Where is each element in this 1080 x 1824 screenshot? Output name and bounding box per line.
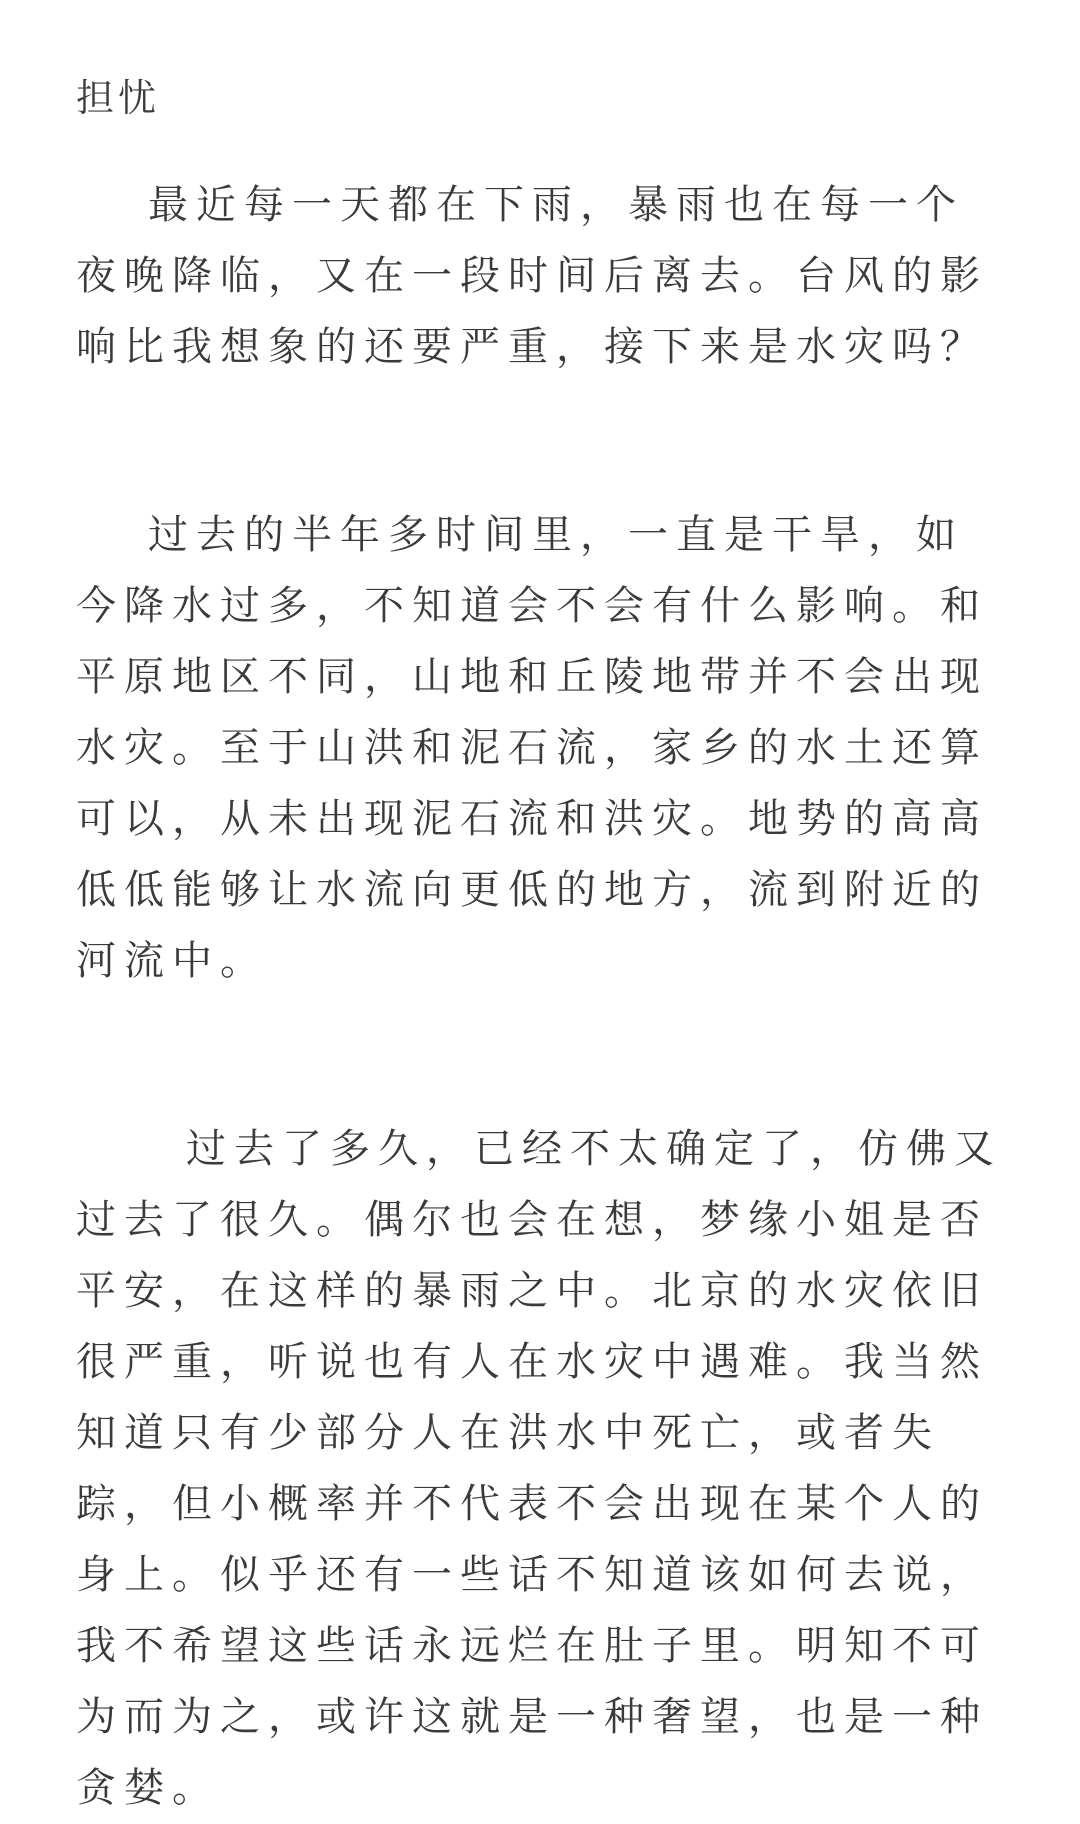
paragraph-3: 过去了多久，已经不太确定了，仿佛又过去了很久。偶尔也会在想，梦缘小姐是否平安，在这样的暴雨之中。北京的水灾依旧很严重，听说也有人在水灾中遇难。我当然知道只有少部分人在洪水中死亡，或者失踪，但小概率并不代表不会出现在某个人的身上。似乎还有一些话不知道该如何去说，我不希望这些话永远烂在肚子里。明知不可为而为之，或许这就是一种奢望，也是一种贪婪。 (76, 1126, 1002, 1811)
page-title: 担忧 (76, 76, 161, 120)
paragraph-2: 过去的半年多时间里，一直是干旱，如今降水过多，不知道会不会有什么影响。和平原地区不同，山地和丘陵地带并不会出现水灾。至于山洪和泥石流，家乡的水土还算可以，从未出现泥石流和洪灾。地势的高高低低能够让水流向更低的地方，流到附近的河流中。 (76, 512, 988, 984)
paragraph-1: 最近每一天都在下雨，暴雨也在每一个夜晚降临，又在一段时间后离去。台风的影响比我想象的还要严重，接下来是水灾吗？ (76, 182, 988, 370)
